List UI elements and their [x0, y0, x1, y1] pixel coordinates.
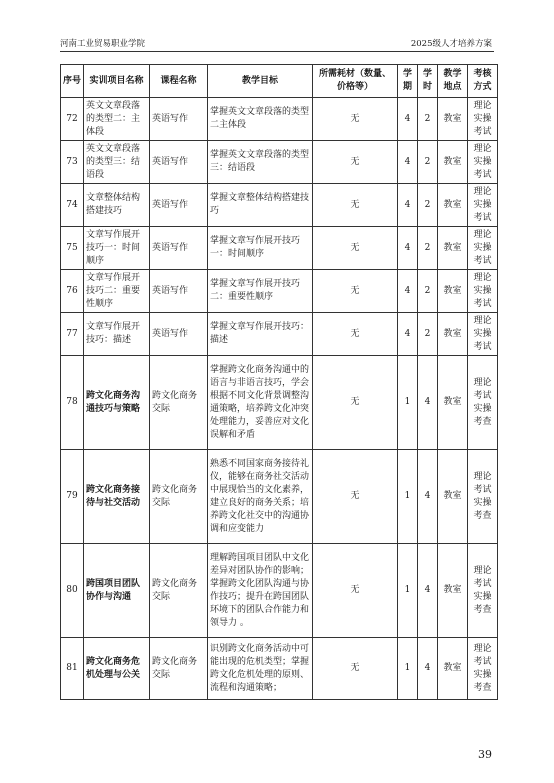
cell-goal: 掌握文章写作展开技巧二：重要性顺序	[208, 270, 313, 313]
cell-no: 75	[61, 227, 84, 270]
col-header-term: 学期	[398, 65, 418, 98]
col-header-project: 实训项目名称	[84, 65, 150, 98]
training-projects-table	[60, 64, 498, 700]
cell-goal: 掌握跨文化商务沟通中的语言与非语言技巧，学会根据不同文化背景调整沟通策略，培养跨文化冲突处理能力，妥善应对文化误解和矛盾	[208, 356, 313, 450]
cell-exam: 理论考试实操考查	[468, 450, 498, 544]
table-header-row	[61, 65, 498, 98]
col-header-hours: 学时	[418, 65, 438, 98]
cell-no: 73	[61, 141, 84, 184]
cell-exam: 理论实操考试	[468, 227, 498, 270]
cell-no: 74	[61, 184, 84, 227]
cell-place: 教室	[438, 638, 468, 700]
table-row	[61, 141, 498, 184]
table-row	[61, 227, 498, 270]
cell-term: 1	[398, 638, 418, 700]
cell-place: 教室	[438, 356, 468, 450]
cell-exam: 理论实操考试	[468, 270, 498, 313]
cell-material: 无	[313, 544, 398, 638]
cell-exam: 理论实操考试	[468, 141, 498, 184]
page-number: 39	[478, 748, 492, 761]
table-row	[61, 270, 498, 313]
col-header-place: 教学地点	[438, 65, 468, 98]
cell-material: 无	[313, 356, 398, 450]
cell-hours: 2	[418, 227, 438, 270]
cell-project-name: 跨文化商务沟通技巧与策略	[84, 356, 150, 450]
table-row	[61, 638, 498, 700]
col-header-no: 序号	[61, 65, 84, 98]
cell-material: 无	[313, 638, 398, 700]
cell-project-name: 文章整体结构搭建技巧	[84, 184, 150, 227]
header-document-title: 2025级人才培养方案	[410, 39, 492, 49]
cell-no: 72	[61, 98, 84, 141]
cell-course-name: 英语写作	[150, 227, 208, 270]
cell-hours: 4	[418, 544, 438, 638]
cell-goal: 熟悉不同国家商务接待礼仪，能够在商务社交活动中展现恰当的文化素养，建立良好的商务关系；培养跨文化社交中的沟通协调和应变能力	[208, 450, 313, 544]
col-header-exam: 考核方式	[468, 65, 498, 98]
cell-project-name: 英文文章段落的类型二：主体段	[84, 98, 150, 141]
header-school-name: 河南工业贸易职业学院	[60, 39, 146, 49]
cell-exam: 理论考试实操考查	[468, 544, 498, 638]
cell-course-name: 跨文化商务交际	[150, 544, 208, 638]
cell-term: 4	[398, 227, 418, 270]
cell-place: 教室	[438, 227, 468, 270]
cell-term: 1	[398, 450, 418, 544]
cell-material: 无	[313, 270, 398, 313]
cell-goal: 识别跨文化商务活动中可能出现的危机类型；掌握跨文化危机处理的原则、流程和沟通策略；	[208, 638, 313, 700]
cell-course-name: 跨文化商务交际	[150, 356, 208, 450]
cell-exam: 理论考试实操考查	[468, 638, 498, 700]
cell-project-name: 文章写作展开技巧：描述	[84, 313, 150, 356]
cell-course-name: 英语写作	[150, 184, 208, 227]
cell-project-name: 文章写作展开技巧二：重要性顺序	[84, 270, 150, 313]
cell-term: 4	[398, 270, 418, 313]
col-header-course: 课程名称	[150, 65, 208, 98]
cell-no: 77	[61, 313, 84, 356]
cell-exam: 理论实操考试	[468, 98, 498, 141]
cell-term: 4	[398, 98, 418, 141]
cell-hours: 4	[418, 450, 438, 544]
cell-exam: 理论实操考试	[468, 313, 498, 356]
header-rule	[60, 51, 494, 52]
cell-exam: 理论实操考试	[468, 184, 498, 227]
cell-no: 80	[61, 544, 84, 638]
cell-no: 78	[61, 356, 84, 450]
cell-project-name: 跨文化商务危机处理与公关	[84, 638, 150, 700]
cell-place: 教室	[438, 313, 468, 356]
cell-project-name: 英文文章段落的类型三：结语段	[84, 141, 150, 184]
table-row	[61, 184, 498, 227]
cell-course-name: 跨文化商务交际	[150, 638, 208, 700]
cell-place: 教室	[438, 544, 468, 638]
col-header-material: 所需耗材（数量、价格等）	[313, 65, 398, 98]
cell-no: 81	[61, 638, 84, 700]
cell-goal: 掌握文章整体结构搭建技巧	[208, 184, 313, 227]
cell-project-name: 文章写作展开技巧一：时间顺序	[84, 227, 150, 270]
cell-no: 76	[61, 270, 84, 313]
cell-goal: 掌握文章写作展开技巧：描述	[208, 313, 313, 356]
cell-hours: 2	[418, 270, 438, 313]
cell-hours: 2	[418, 141, 438, 184]
cell-term: 4	[398, 141, 418, 184]
cell-place: 教室	[438, 270, 468, 313]
cell-term: 4	[398, 313, 418, 356]
cell-place: 教室	[438, 98, 468, 141]
cell-hours: 2	[418, 313, 438, 356]
table-row	[61, 450, 498, 544]
table-row	[61, 544, 498, 638]
cell-term: 1	[398, 356, 418, 450]
cell-term: 1	[398, 544, 418, 638]
cell-goal: 掌握英文文章段落的类型二主体段	[208, 98, 313, 141]
cell-goal: 掌握文章写作展开技巧一：时间顺序	[208, 227, 313, 270]
cell-material: 无	[313, 313, 398, 356]
cell-course-name: 英语写作	[150, 98, 208, 141]
cell-goal: 掌握英文文章段落的类型三：结语段	[208, 141, 313, 184]
cell-project-name: 跨国项目团队协作与沟通	[84, 544, 150, 638]
cell-course-name: 英语写作	[150, 270, 208, 313]
cell-place: 教室	[438, 184, 468, 227]
cell-no: 79	[61, 450, 84, 544]
table-row	[61, 313, 498, 356]
cell-course-name: 英语写作	[150, 141, 208, 184]
cell-material: 无	[313, 184, 398, 227]
cell-exam: 理论考试实操考查	[468, 356, 498, 450]
cell-course-name: 英语写作	[150, 313, 208, 356]
cell-hours: 4	[418, 638, 438, 700]
cell-material: 无	[313, 141, 398, 184]
cell-hours: 4	[418, 356, 438, 450]
cell-hours: 2	[418, 98, 438, 141]
cell-course-name: 跨文化商务交际	[150, 450, 208, 544]
cell-goal: 理解跨国项目团队中文化差异对团队协作的影响；掌握跨文化团队沟通与协作技巧；提升在跨国团队环境下的团队合作能力和领导力 。	[208, 544, 313, 638]
cell-material: 无	[313, 450, 398, 544]
cell-place: 教室	[438, 450, 468, 544]
cell-term: 4	[398, 184, 418, 227]
col-header-goal: 教学目标	[208, 65, 313, 98]
cell-hours: 2	[418, 184, 438, 227]
table-row	[61, 98, 498, 141]
table-row	[61, 356, 498, 450]
cell-place: 教室	[438, 141, 468, 184]
cell-material: 无	[313, 227, 398, 270]
cell-material: 无	[313, 98, 398, 141]
cell-project-name: 跨文化商务接待与社交活动	[84, 450, 150, 544]
